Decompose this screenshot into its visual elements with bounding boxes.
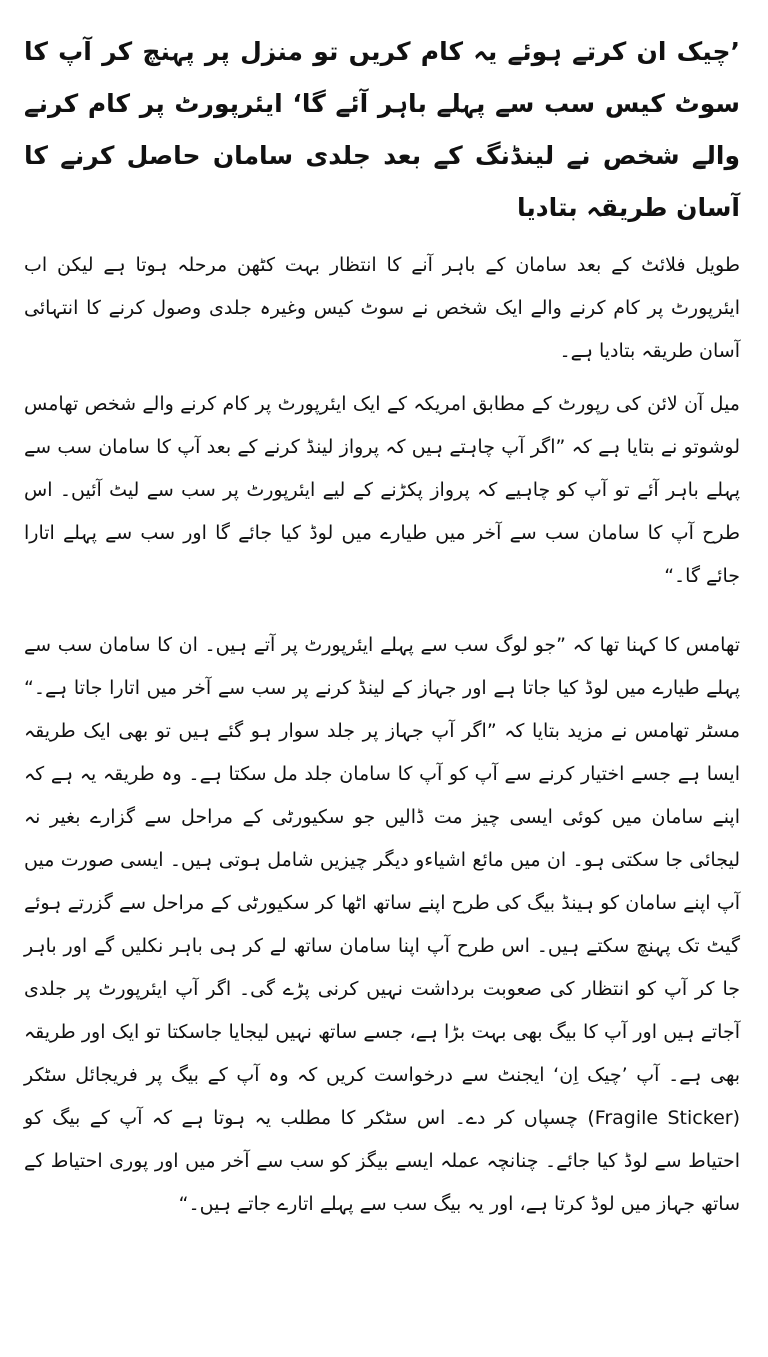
article-paragraph-report: میل آن لائن کی رپورٹ کے مطابق امریکہ کے ایک ایئرپورٹ پر کام کرنے والے شخص تھامس لوشوتو نے بتایا ہے کہ ”اگر آپ چاہتے ہیں کہ پرواز لینڈ کرنے کے بعد آپ کا سامان سب سے پہلے باہر آئے تو آپ کو چاہیے کہ پرواز پکڑنے کے لیے ایئرپورٹ پر سب سے لیٹ آئیں۔ اس طرح آپ کا سامان سب سے آخر میں طیارے میں لوڈ کیا جائے گا اور سب سے پہلے اتارا جائے گا۔“ (24, 393, 740, 587)
article-paragraph-thomas-quote: تھامس کا کہنا تھا کہ ”جو لوگ سب سے پہلے ایئرپورٹ پر آتے ہیں۔ ان کا سامان سب سے پہلے طیارے میں لوڈ کیا جاتا ہے اور جہاز کے لینڈ کرنے پر سب سے آخر میں اتارا جاتا ہے۔“ مسٹر تھامس نے مزید بتایا کہ ”اگر آپ جہاز پر جلد سوار ہو گئے ہیں تو بھی ایک طریقہ ایسا ہے جسے اختیار کرنے سے آپ کو آپ کا سامان جلد مل سکتا ہے۔ وہ طریقہ یہ ہے کہ اپنے سامان میں کوئی ایسی چیز مت ڈالیں جو سکیورٹی کے مراحل سے گزارے بغیر نہ لیجائی جا سکتی ہو۔ ان میں مائع اشیاءو دیگر چیزیں شامل ہوتی ہیں۔ ایسی صورت میں آپ اپنے سامان کو ہینڈ بیگ کی طرح اپنے ساتھ اٹھا کر سکیورٹی کے مراحل سے گزرتے ہوئے گیٹ تک پہنچ سکتے ہیں۔ اس طرح آپ اپنا سامان ساتھ لے کر ہی باہر نکلیں گے اور باہر جا کر آپ کو انتظار کی صعوبت برداشت نہیں کرنی پڑے گی۔ اگر آپ ایئرپورٹ پر جلدی آجاتے ہیں اور آپ کا بیگ بھی بہت بڑا ہے، جسے ساتھ نہیں لیجایا جاسکتا تو ایک اور طریقہ بھی ہے۔ آپ ’چیک اِن‘ ایجنٹ سے درخواست کریں کہ وہ آپ کے بیگ پر فریجائل سٹکر (Fragile Sticker) چسپاں کر دے۔ اس سٹکر کا مطلب یہ ہوتا ہے کہ آپ کے بیگ کو احتیاط سے لوڈ کیا جائے۔ چنانچہ عملہ ایسے بیگز کو سب سے آخر میں اور پوری احتیاط کے ساتھ جہاز میں لوڈ کرتا ہے، اور یہ بیگ سب سے پہلے اتارے جاتے ہیں۔“ (24, 634, 740, 1215)
article-headline: ’چیک ان کرتے ہوئے یہ کام کریں تو منزل پر پہنچ کر آپ کا سوٹ کیس سب سے پہلے باہر آئے گا‘ ایئرپورٹ پر کام کرنے والے شخص نے لینڈنگ کے بعد جلدی سامان حاصل کرنے کا آسان طریقہ بتادیا (24, 37, 740, 222)
article-paragraph-intro: طویل فلائٹ کے بعد سامان کے باہر آنے کا انتظار بہت کٹھن مرحلہ ہوتا ہے لیکن اب ایئرپورٹ پر کام کرنے والے ایک شخص نے سوٹ کیس وغیرہ جلدی وصول کرنے کا انتہائی آسان طریقہ بتادیا ہے۔ (24, 254, 740, 362)
